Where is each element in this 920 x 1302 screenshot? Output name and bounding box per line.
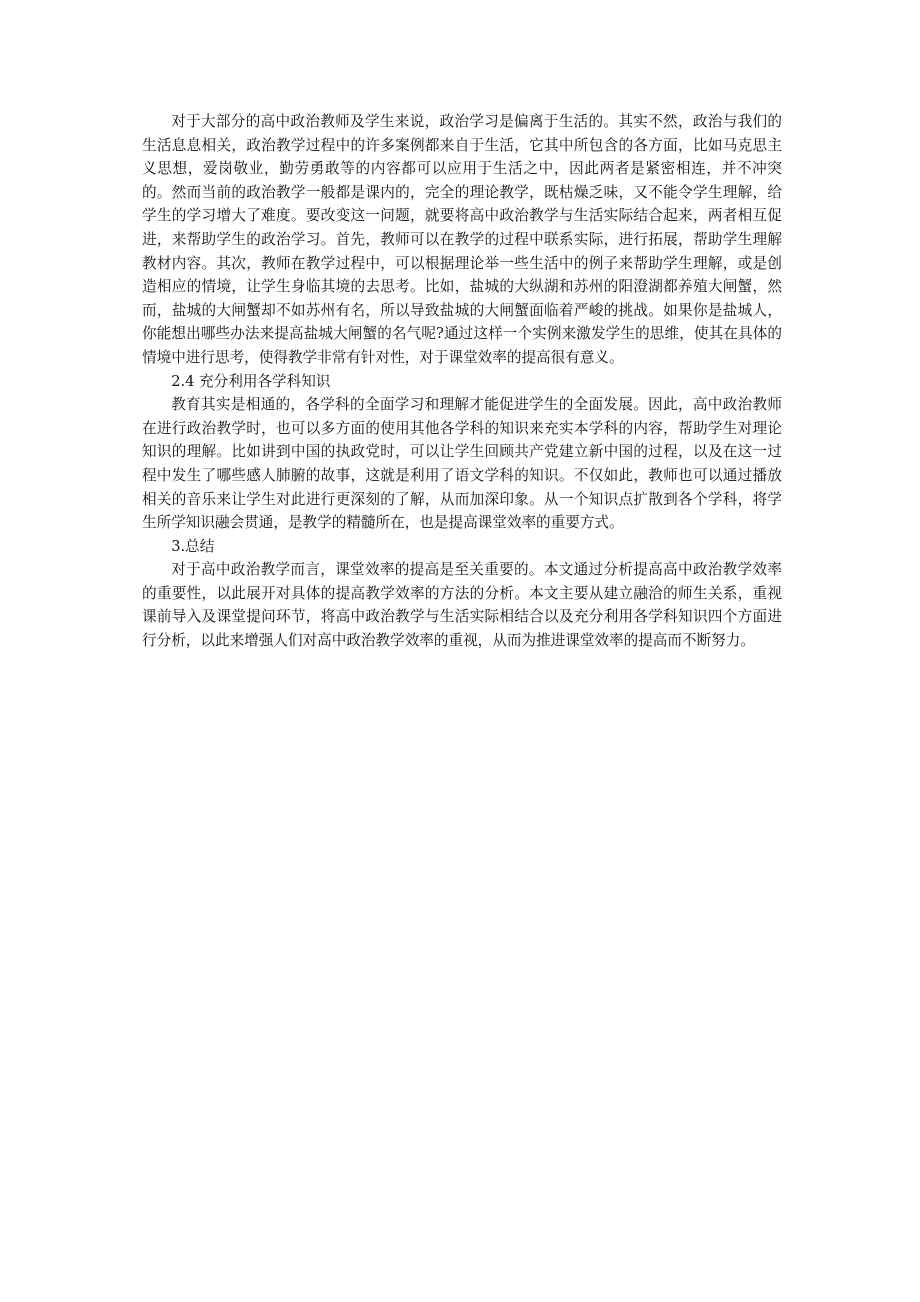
document-page — [142, 110, 782, 653]
body-paragraph-1: 对于大部分的高中政治教师及学生来说，政治学习是偏离于生活的。其实不然，政治与我们的生活息息相关，政治教学过程中的许多案例都来自于生活，它其中所包含的各方面，比如马克思主义思想，爱岗敬业，勤劳勇敢等的内容都可以应用于生活之中，因此两者是紧密相连，并不冲突的。然而当前的政治教学一般都是课内的，完全的理论教学，既枯燥乏味，又不能令学生理解，给学生的学习增大了难度。要改变这一问题，就要将高中政治教学与生活实际结合起来，两者相互促进，来帮助学生的政治学习。首先，教师可以在教学的过程中联系实际，进行拓展，帮助学生理解教材内容。其次，教师在教学过程中，可以根据理论举一些生活中的例子来帮助学生理解，或是创造相应的情境，让学生身临其境的去思考。比如，盐城的大纵湖和苏州的阳澄湖都养殖大闸蟹，然而，盐城的大闸蟹却不如苏州有名，所以导致盐城的大闸蟹面临着严峻的挑战。如果你是盐城人，你能想出哪些办法来提高盐城大闸蟹的名气呢?通过这样一个实例来激发学生的思维，使其在具体的情境中进行思考，使得教学非常有针对性，对于课堂效率的提高很有意义。 — [142, 113, 782, 366]
body-paragraph-2: 教育其实是相通的，各学科的全面学习和理解才能促进学生的全面发展。因此，高中政治教师在进行政治教学时，也可以多方面的使用其他各学科的知识来充实本学科的内容，帮助学生对理论知识的理解。比如讲到中国的执政党时，可以让学生回顾共产党建立新中国的过程，以及在这一过程中发生了哪些感人肺腑的故事，这就是利用了语文学科的知识。不仅如此，教师也可以通过播放相关的音乐来让学生对此进行更深刻的了解，从而加深印象。从一个知识点扩散到各个学科，将学生所学知识融会贯通，是教学的精髓所在，也是提高课堂效率的重要方式。 — [142, 396, 782, 532]
section-heading-3: 3.总结 — [171, 537, 215, 555]
body-paragraph-3: 对于高中政治教学而言，课堂效率的提高是至关重要的。本文通过分析提高高中政治教学效率的重要性，以此展开对具体的提高教学效率的方法的分析。本文主要从建立融洽的师生关系，重视课前导入及课堂提问环节，将高中政治教学与生活实际相结合以及充分利用各学科知识四个方面进行分析，以此来增强人们对高中政治教学效率的重视，从而为推进课堂效率的提高而不断努力。 — [142, 561, 782, 650]
section-heading-2-4: 2.4 充分利用各学科知识 — [171, 372, 331, 390]
